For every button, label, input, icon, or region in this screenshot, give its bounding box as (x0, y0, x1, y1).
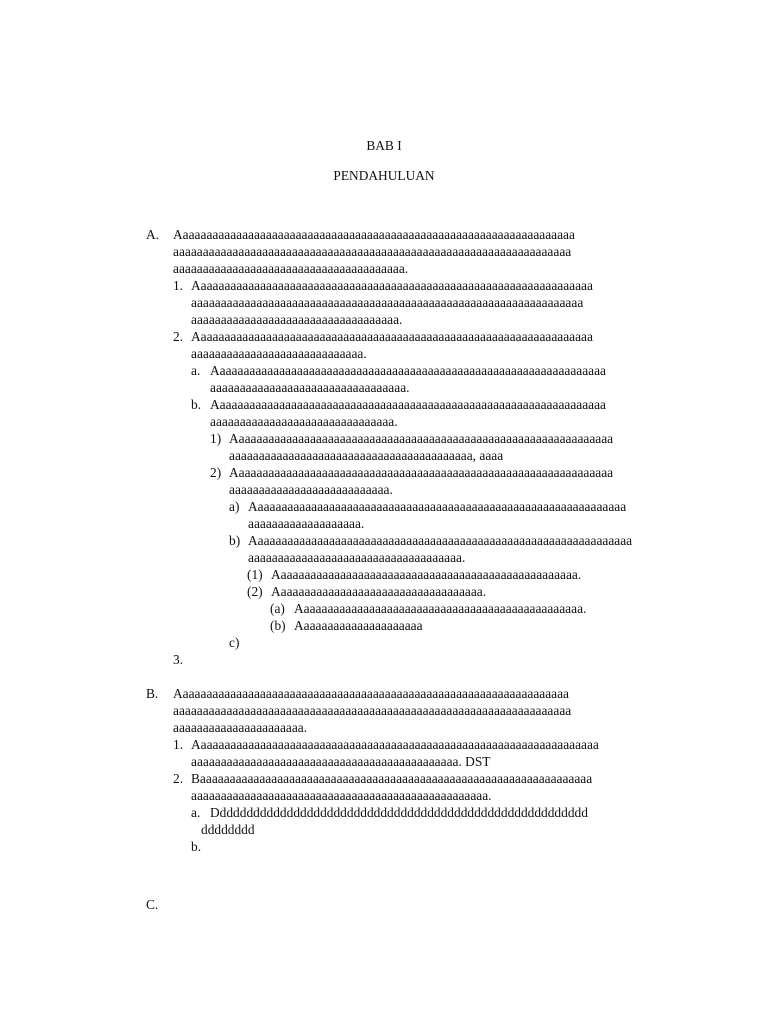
chapter-title: PENDAHULUAN (333, 168, 435, 183)
list-marker: b. (191, 839, 202, 854)
paragraph-line: Aaaaaaaaaaaaaaaaaaaaaaaaaaaaaaaaaaaaaaaaaaaaaaaaaaaaaaaaaaaaaaaaaaa (191, 278, 593, 293)
list-marker: 1) (210, 431, 222, 446)
list-marker: 2. (173, 771, 184, 786)
section-marker-a: A. (146, 227, 160, 242)
paragraph-line: Aaaaaaaaaaaaaaaaaaaaaaaaaaaaaaaaaaaaaaaaaaaaaaaaaaaaaaaaaaaaaaaaaa (173, 686, 569, 701)
list-marker: (a) (270, 601, 285, 616)
list-marker: 1. (173, 278, 184, 293)
paragraph-line: aaaaaaaaaaaaaaaaaaaaaaaaaaaaaaaaaaaa. (248, 550, 466, 565)
paragraph-line: aaaaaaaaaaaaaaaaaaaaaaaaaaaaaaaaaaaaaaaaaaaaaaaaaaaaaaaaaaaaaaaaaaa (173, 703, 572, 718)
paragraph-line: Aaaaaaaaaaaaaaaaaaaaaaaaaaaaaaaaaaaaaaaaaaaaaaaaaaaaaaaaaaaaaaaaaaa (191, 329, 593, 344)
paragraph-line: Aaaaaaaaaaaaaaaaaaaaaaaaaaaaaaaaaaaaaaaaaaaaaaaaaaaaaaaaaaaaaaaa (248, 533, 633, 548)
paragraph-line: aaaaaaaaaaaaaaaaaaaaaa. (173, 720, 308, 735)
paragraph-line: aaaaaaaaaaaaaaaaaaaaaaaaaaaaaaa. (210, 414, 398, 429)
section-marker-c: C. (146, 897, 159, 912)
list-marker: b. (191, 397, 202, 412)
list-marker: (b) (270, 618, 286, 633)
list-marker: 2. (173, 329, 184, 344)
paragraph-line: Aaaaaaaaaaaaaaaaaaaaaaaaaaaaaaaaaaaaaaaaaaaaaaaaaaa. (271, 567, 582, 582)
list-marker: a) (229, 499, 240, 514)
list-marker: b) (229, 533, 241, 548)
paragraph-line: Aaaaaaaaaaaaaaaaaaaaaaaaaaaaaaaaaaaaaaaaaaaaaaaaaaaaaaaaaaaaaaaa (229, 465, 614, 480)
paragraph-line: aaaaaaaaaaaaaaaaaaaaaaaaaaa. (229, 482, 393, 497)
paragraph-line: Aaaaaaaaaaaaaaaaaaaaa (294, 618, 423, 633)
paragraph-line: Aaaaaaaaaaaaaaaaaaaaaaaaaaaaaaaaaaaaaaaaaaaaaaaaaaaaaaaaaaaaaaaa (229, 431, 614, 446)
paragraph-line: Aaaaaaaaaaaaaaaaaaaaaaaaaaaaaaaaaaaaaaaaaaaaaaaaaaaaaaaaaaaaaaaaaaa (173, 227, 575, 242)
paragraph-line: aaaaaaaaaaaaaaaaaaaaaaaaaaaaaaaaa. (210, 380, 410, 395)
paragraph-line: aaaaaaaaaaaaaaaaaaaaaaaaaaaaaaaaaaa. (191, 312, 403, 327)
paragraph-line: aaaaaaaaaaaaaaaaaaaaaaaaaaaaaaaaaaaaaaa. (173, 261, 409, 276)
paragraph-line: Dddddddddddddddddddddddddddddddddddddddddddddddddddddddd (210, 805, 588, 820)
paragraph-line: aaaaaaaaaaaaaaaaaaaaaaaaaaaaaaaaaaaaaaaaa, aaaa (229, 448, 504, 463)
paragraph-line: Aaaaaaaaaaaaaaaaaaaaaaaaaaaaaaaaaaaaaaaaaaaaaaaaaaaaaaaaaaaaaaaaaa (210, 363, 606, 378)
paragraph-line: Aaaaaaaaaaaaaaaaaaaaaaaaaaaaaaaaaaaaaaaaaaaaaaaaaaaaaaaaaaaaaaaaaa (210, 397, 606, 412)
paragraph-line: aaaaaaaaaaaaaaaaaaaaaaaaaaaaaaaaaaaaaaaaaaaaa. DST (191, 754, 491, 769)
list-marker: (1) (247, 567, 263, 582)
paragraph-line: dddddddd (201, 822, 255, 837)
paragraph-line: Aaaaaaaaaaaaaaaaaaaaaaaaaaaaaaaaaaa. (271, 584, 487, 599)
paragraph-line: aaaaaaaaaaaaaaaaaaaaaaaaaaaaaaaaaaaaaaaaaaaaaaaaaaaaaaaaaaaaaaaaaaa (173, 244, 572, 259)
list-marker: a. (191, 363, 201, 378)
paragraph-line: aaaaaaaaaaaaaaaaaaaaaaaaaaaaaaaaaaaaaaaaaaaaaaaaaaaaaaaaaaaaaaaaaa (191, 295, 584, 310)
paragraph-line: aaaaaaaaaaaaaaaaaaa. (248, 516, 365, 531)
paragraph-line: aaaaaaaaaaaaaaaaaaaaaaaaaaaaa. (191, 346, 367, 361)
list-marker: a. (191, 805, 201, 820)
section-marker-b: B. (146, 686, 159, 701)
paragraph-line: Aaaaaaaaaaaaaaaaaaaaaaaaaaaaaaaaaaaaaaaaaaaaaaaaaaaaaaaaaaaaaaaaaaaa (191, 737, 599, 752)
list-marker: c) (229, 635, 240, 650)
paragraph-line: Aaaaaaaaaaaaaaaaaaaaaaaaaaaaaaaaaaaaaaaaaaaaaaaaaaaaaaaaaaaaaaa (248, 499, 627, 514)
paragraph-line: Baaaaaaaaaaaaaaaaaaaaaaaaaaaaaaaaaaaaaaaaaaaaaaaaaaaaaaaaaaaaaaaaaa (191, 771, 593, 786)
paragraph-line: aaaaaaaaaaaaaaaaaaaaaaaaaaaaaaaaaaaaaaaaaaaaaaaaaa. (191, 788, 492, 803)
list-marker: 3. (173, 652, 184, 667)
list-marker: 2) (210, 465, 222, 480)
list-marker: 1. (173, 737, 184, 752)
paragraph-line: Aaaaaaaaaaaaaaaaaaaaaaaaaaaaaaaaaaaaaaaaaaaaaaaa. (294, 601, 587, 616)
chapter-label: BAB I (366, 138, 402, 153)
list-marker: (2) (247, 584, 263, 599)
